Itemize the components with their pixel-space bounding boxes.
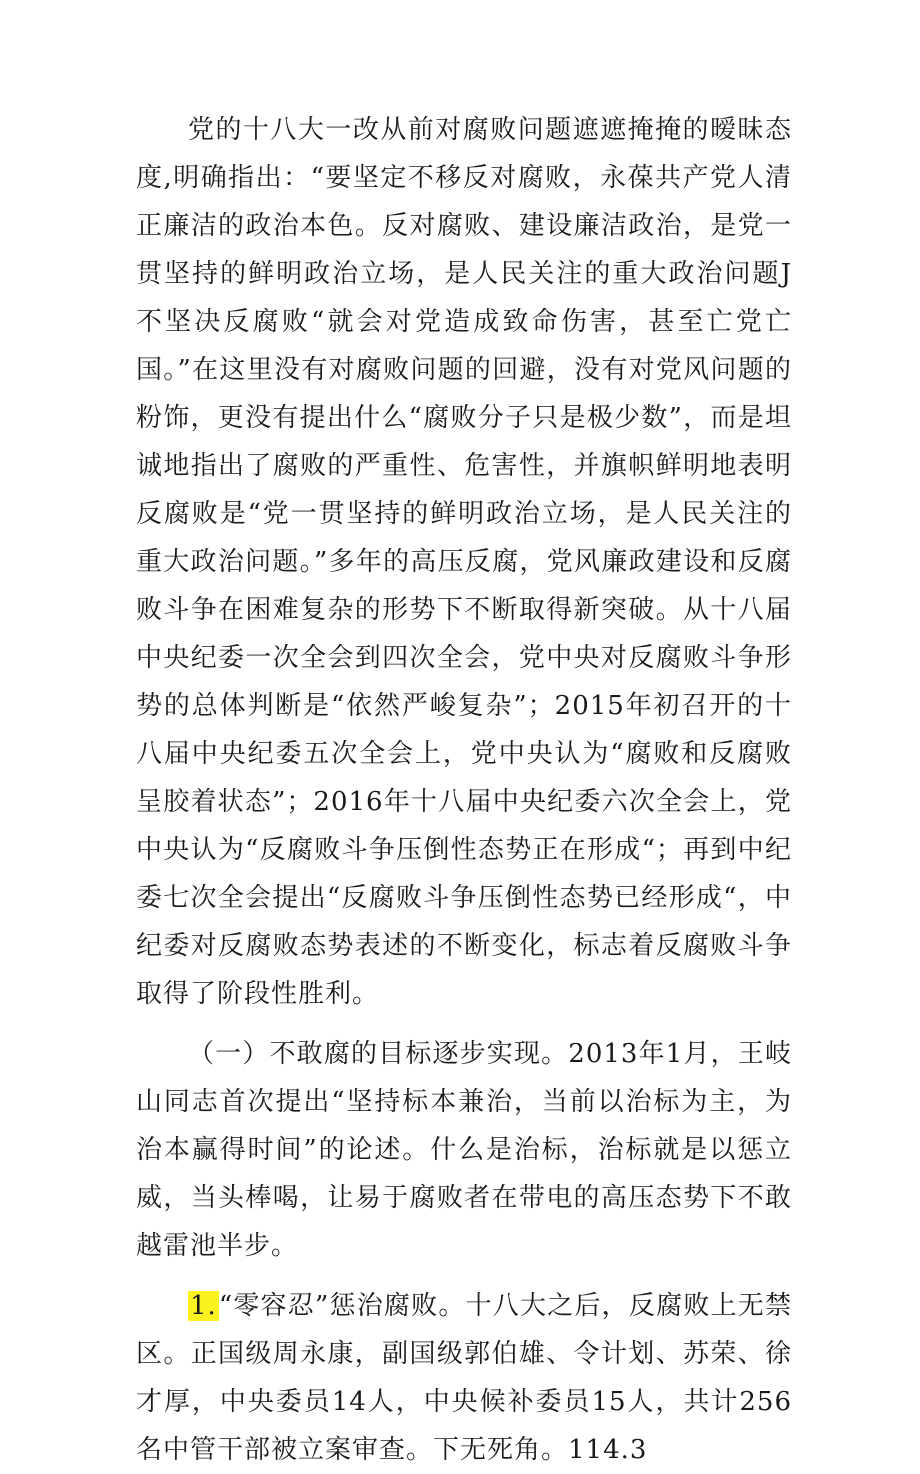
- paragraph-item-one-text: “零容忍”惩治腐败。十八大之后，反腐败上无禁区。正国级周永康，副国级郭伯雄、令计划、苏荣、徐才厚，中央委员14人，中央候补委员15人，共计256名中管干部被立案审查。下无死角。114.3: [136, 1291, 792, 1465]
- paragraph-item-one: [136, 1282, 792, 1474]
- paragraph-intro-text: 党的十八大一改从前对腐败问题遮遮掩掩的暧昧态度,明确指出：“要坚定不移反对腐败，永葆共产党人清正廉洁的政治本色。反对腐败、建设廉洁政治，是党一贯坚持的鲜明政治立场，是人民关注的重大政治问题J不坚决反腐败“就会对党造成致命伤害，甚至亡党亡国。”在这里没有对腐败问题的回避，没有对党风问题的粉饰，更没有提出什么“腐败分子只是极少数”，而是坦诚地指出了腐败的严重性、危害性，并旗帜鲜明地表明反腐败是“党一贯坚持的鲜明政治立场，是人民关注的重大政治问题。”多年的高压反腐，党风廉政建设和反腐败斗争在困难复杂的形势下不断取得新突破。从十八届中央纪委一次全会到四次全会，党中央对反腐败斗争形势的总体判断是“依然严峻复杂”；2015年初召开的十八届中央纪委五次全会上，党中央认为“腐败和反腐败呈胶着状态”；2016年十八届中央纪委六次全会上，党中央认为“反腐败斗争压倒性态势正在形成“；再到中纪委七次全会提出“反腐败斗争压倒性态势已经形成“，中纪委对反腐败态势表述的不断变化，标志着反腐败斗争取得了阶段性胜利。: [136, 115, 792, 1009]
- highlighted-list-marker: 1.: [190, 1291, 217, 1321]
- paragraph-section-one-text: （一）不敢腐的目标逐步实现。2013年1月，王岐山同志首次提出“坚持标本兼治，当前以治标为主，为治本赢得时间”的论述。什么是治标，治标就是以惩立威，当头棒喝，让易于腐败者在带电的高压态势下不敢越雷池半步。: [136, 1039, 792, 1261]
- paragraph-intro: [136, 106, 792, 1018]
- paragraph-section-one: [136, 1030, 792, 1270]
